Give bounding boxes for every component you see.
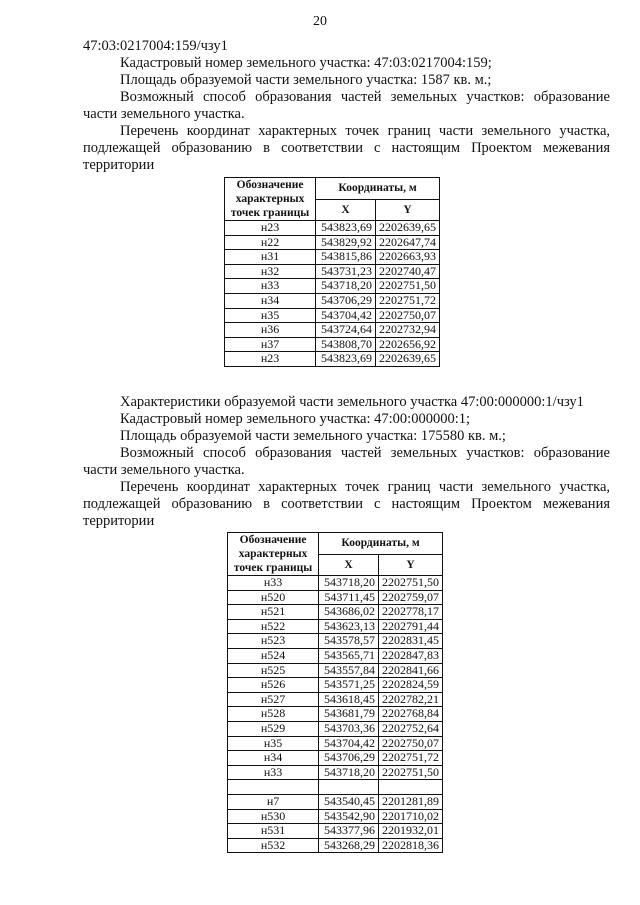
y-cell: 2202751,50 <box>378 576 442 591</box>
y-cell: 2202778,17 <box>378 605 442 620</box>
point-cell: н524 <box>228 648 319 663</box>
section-1 <box>83 38 610 174</box>
point-cell: н532 <box>228 838 319 853</box>
x-cell: 543718,20 <box>316 279 376 294</box>
table-row <box>225 264 440 279</box>
x-cell: 543718,20 <box>319 765 379 780</box>
table-row <box>228 824 443 839</box>
x-cell: 543578,57 <box>319 634 379 649</box>
header-coords: Координаты, м <box>319 533 443 555</box>
table-row <box>228 678 443 693</box>
section-2-area: Площадь образуемой части земельного участка: 175580 кв. м.; <box>120 428 506 444</box>
x-cell: 543808,70 <box>316 337 376 352</box>
table-row <box>225 221 440 236</box>
x-cell: 543268,29 <box>319 838 379 853</box>
table-row <box>228 692 443 707</box>
x-cell: 543681,79 <box>319 707 379 722</box>
y-cell: 2202750,07 <box>378 736 442 751</box>
x-cell: 543540,45 <box>319 794 379 809</box>
point-cell <box>228 780 319 795</box>
y-cell: 2202751,50 <box>375 279 439 294</box>
y-cell: 2202750,07 <box>375 308 439 323</box>
table-row <box>228 619 443 634</box>
table-row <box>225 235 440 250</box>
point-cell: н531 <box>228 824 319 839</box>
table-row <box>225 293 440 308</box>
point-cell: н530 <box>228 809 319 824</box>
table-row <box>228 663 443 678</box>
y-cell: 2201932,01 <box>378 824 442 839</box>
x-cell: 543815,86 <box>316 250 376 265</box>
header-x: X <box>316 199 376 221</box>
x-cell: 543706,29 <box>319 751 379 766</box>
y-cell: 2202647,74 <box>375 235 439 250</box>
point-cell: н35 <box>225 308 316 323</box>
y-cell: 2202824,59 <box>378 678 442 693</box>
section-1-list-intro: Перечень координат характерных точек границ части земельного участка, подлежащей образованию в соответствии с настоящим Проектом межевания территории <box>83 123 610 173</box>
point-cell: н522 <box>228 619 319 634</box>
point-cell: н32 <box>225 264 316 279</box>
section-1-method: Возможный способ образования частей земельных участков: образование части земельного участка. <box>83 89 610 122</box>
table-row <box>228 707 443 722</box>
x-cell: 543829,92 <box>316 235 376 250</box>
point-cell: н529 <box>228 721 319 736</box>
table-1-body <box>225 221 440 367</box>
y-cell: 2202751,50 <box>378 765 442 780</box>
section-1-area: Площадь образуемой части земельного участка: 1587 кв. м.; <box>120 72 492 88</box>
y-cell: 2202782,21 <box>378 692 442 707</box>
point-cell: н31 <box>225 250 316 265</box>
point-cell: н23 <box>225 221 316 236</box>
y-cell: 2202752,64 <box>378 721 442 736</box>
table-row <box>228 794 443 809</box>
table-2-body <box>228 576 443 853</box>
point-cell: н525 <box>228 663 319 678</box>
table-row <box>228 809 443 824</box>
x-cell: 543623,13 <box>319 619 379 634</box>
point-cell: н523 <box>228 634 319 649</box>
y-cell: 2202751,72 <box>375 293 439 308</box>
x-cell: 543718,20 <box>319 576 379 591</box>
table-row <box>225 308 440 323</box>
header-y: Y <box>375 199 439 221</box>
y-cell: 2202656,92 <box>375 337 439 352</box>
x-cell: 543571,25 <box>319 678 379 693</box>
x-cell: 543686,02 <box>319 605 379 620</box>
coordinates-table-2 <box>227 532 443 853</box>
table-row <box>228 838 443 853</box>
header-y: Y <box>378 554 442 576</box>
table-row <box>225 352 440 367</box>
y-cell: 2202740,47 <box>375 264 439 279</box>
x-cell: 543823,69 <box>316 352 376 367</box>
y-cell: 2202639,65 <box>375 352 439 367</box>
x-cell: 543377,96 <box>319 824 379 839</box>
table-row <box>228 576 443 591</box>
y-cell: 2202831,45 <box>378 634 442 649</box>
table-row <box>225 337 440 352</box>
y-cell: 2202751,72 <box>378 751 442 766</box>
y-cell: 2202663,93 <box>375 250 439 265</box>
x-cell: 543823,69 <box>316 221 376 236</box>
table-row <box>225 323 440 338</box>
x-cell: 543731,23 <box>316 264 376 279</box>
coordinates-table-1 <box>224 177 440 367</box>
section-2-cadastral: Кадастровый номер земельного участка: 47:00:000000:1; <box>120 411 470 427</box>
y-cell: 2202847,83 <box>378 648 442 663</box>
point-cell: н33 <box>225 279 316 294</box>
y-cell: 2202791,44 <box>378 619 442 634</box>
x-cell: 543542,90 <box>319 809 379 824</box>
table-row <box>225 250 440 265</box>
table-row <box>228 634 443 649</box>
page-number: 20 <box>313 14 327 29</box>
x-cell: 543565,71 <box>319 648 379 663</box>
header-coords: Координаты, м <box>316 178 440 200</box>
section-1-heading: 47:03:0217004:159/чзу1 <box>83 38 228 54</box>
point-cell: н36 <box>225 323 316 338</box>
point-cell: н33 <box>228 765 319 780</box>
y-cell: 2201281,89 <box>378 794 442 809</box>
table-row <box>228 780 443 795</box>
y-cell: 2202841,66 <box>378 663 442 678</box>
point-cell: н527 <box>228 692 319 707</box>
point-cell: н35 <box>228 736 319 751</box>
point-cell: н23 <box>225 352 316 367</box>
x-cell: 543704,42 <box>319 736 379 751</box>
x-cell: 543618,45 <box>319 692 379 707</box>
point-cell: н521 <box>228 605 319 620</box>
section-2 <box>83 394 610 530</box>
x-cell: 543706,29 <box>316 293 376 308</box>
point-cell: н22 <box>225 235 316 250</box>
section-2-list-intro: Перечень координат характерных точек границ части земельного участка, подлежащей образованию в соответствии с настоящим Проектом межевания территории <box>83 479 610 529</box>
header-point: Обозначение характерных точек границы <box>228 533 319 576</box>
x-cell: 543704,42 <box>316 308 376 323</box>
y-cell: 2202818,36 <box>378 838 442 853</box>
y-cell: 2202768,84 <box>378 707 442 722</box>
table-row <box>228 648 443 663</box>
table-row <box>225 279 440 294</box>
x-cell: 543557,84 <box>319 663 379 678</box>
x-cell: 543703,36 <box>319 721 379 736</box>
section-2-method: Возможный способ образования частей земельных участков: образование части земельного участка. <box>83 445 610 478</box>
point-cell: н526 <box>228 678 319 693</box>
x-cell: 543711,45 <box>319 590 379 605</box>
y-cell: 2201710,02 <box>378 809 442 824</box>
section-1-cadastral: Кадастровый номер земельного участка: 47:03:0217004:159; <box>120 55 492 71</box>
y-cell: 2202639,65 <box>375 221 439 236</box>
point-cell: н520 <box>228 590 319 605</box>
table-row <box>228 751 443 766</box>
section-2-heading: Характеристики образуемой части земельного участка 47:00:000000:1/чзу1 <box>120 394 584 410</box>
table-row <box>228 605 443 620</box>
table-row <box>228 736 443 751</box>
y-cell: 2202759,07 <box>378 590 442 605</box>
header-point: Обозначение характерных точек границы <box>225 178 316 221</box>
table-row <box>228 590 443 605</box>
point-cell: н7 <box>228 794 319 809</box>
table-row <box>228 721 443 736</box>
x-cell <box>319 780 379 795</box>
header-x: X <box>319 554 379 576</box>
table-row <box>228 765 443 780</box>
x-cell: 543724,64 <box>316 323 376 338</box>
point-cell: н37 <box>225 337 316 352</box>
point-cell: н528 <box>228 707 319 722</box>
point-cell: н33 <box>228 576 319 591</box>
y-cell: 2202732,94 <box>375 323 439 338</box>
point-cell: н34 <box>225 293 316 308</box>
point-cell: н34 <box>228 751 319 766</box>
y-cell <box>378 780 442 795</box>
